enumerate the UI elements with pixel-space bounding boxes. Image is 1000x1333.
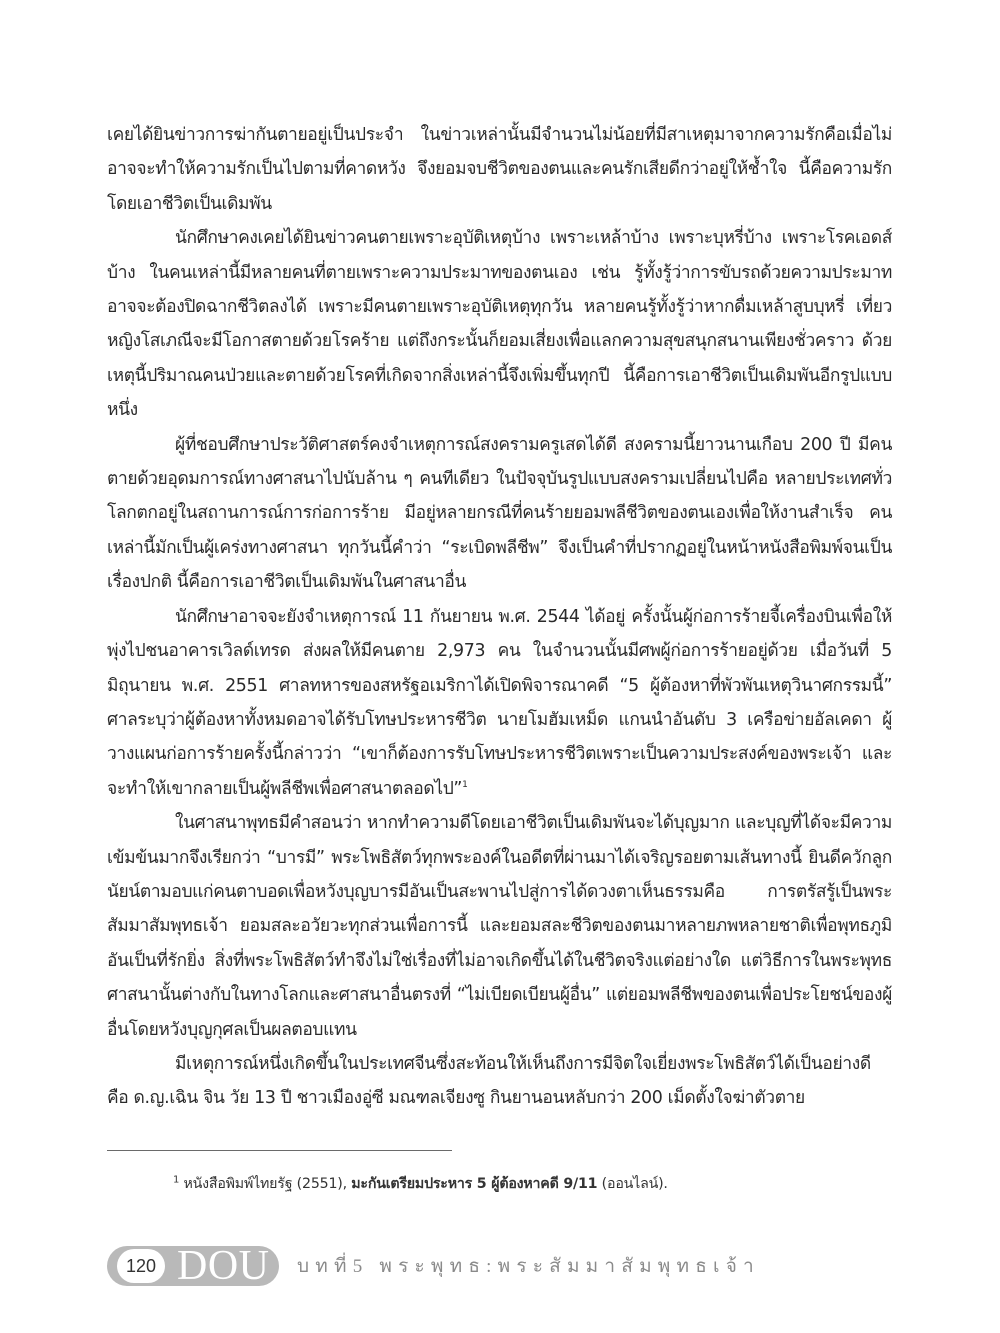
paragraph-2-text: นักศึกษาคงเคยได้ยินข่าวคนตายเพราะอุบัติเหตุบ้าง เพราะเหล้าบ้าง เพราะบุหรี่บ้าง เพราะโรคเอดส์บ้าง ในคนเหล่านี้มีหลายคนที่ตายเพราะความประมาทของตนเอง เช่น รู้ทั้งรู้ว่าการขับรถด้วยความประมาทอาจจะต้องปิดฉากชีวิตลงได้ เพราะมีคนตายเพราะอุบัติเหตุทุกวัน หลายคนรู้ทั้งรู้ว่าหากดื่มเหล้าสูบบุหรี่ เที่ยวหญิงโสเภณีจะมีโอกาสตายด้วยโรคร้าย แต่ถึงกระนั้นก็ยอมเสี่ยงเพื่อแลกความสุขสนุกสนานเพียงชั่วคราว ด้วยเหตุนี้ปริมาณคนป่วยและตายด้วยโรคที่เกิดจากสิ่งเหล่านี้จึงเพิ่มขึ้นทุกปี นี้คือการเอาชีวิตเป็นเดิมพันอีกรูปแบบหนึ่ง: [107, 228, 892, 421]
paragraph-3: [107, 428, 892, 600]
footnote-title: มะกันเตรียมประหาร 5 ผู้ต้องหาคดี 9/11: [351, 1176, 598, 1192]
footnote-suffix: (ออนไลน์).: [601, 1176, 668, 1192]
paragraph-5-text: ในศาสนาพุทธมีคำสอนว่า หากทำความดีโดยเอาชีวิตเป็นเดิมพันจะได้บุญมาก และบุญที่ได้จะมีความเข้มข้นมากจึงเรียกว่า “บารมี” พระโพธิสัตว์ทุกพระองค์ในอดีตที่ผ่านมาได้เจริญรอยตามเส้นทางนี้ ยินดีควักลูกนัยน์ตามอบแก่คนตาบอดเพื่อหวังบุญบารมีอันเป็นสะพานไปสู่การได้ดวงตาเห็นธรรมคือ การตรัสรู้เป็นพระสัมมาสัมพุทธเจ้า ยอมสละอวัยวะทุกส่วนเพื่อการนี้ และยอมสละชีวิตของตนมาหลายภพหลายชาติเพื่อพุทธภูมิอันเป็นที่รักยิ่ง สิ่งที่พระโพธิสัตว์ทำจึงไม่ใช่เรื่องที่ไม่อาจเกิดขึ้นได้ในชีวิตจริงแต่อย่างใด แต่วิธีการในพระพุทธศาสนานั้นต่างกับในทางโลกและศาสนาอื่นตรงที่ “ไม่เบียดเบียนผู้อื่น” แต่ยอมพลีชีพของตนเพื่อประโยชน์ของผู้อื่นโดยหวังบุญกุศลเป็นผลตอบแทน: [107, 813, 892, 1040]
footnote-reference[interactable]: 1: [462, 779, 468, 790]
page-footer: [107, 1243, 907, 1289]
footer-badge: [107, 1243, 279, 1289]
paragraph-4-text: นักศึกษาอาจจะยังจำเหตุการณ์ 11 กันยายน พ.ศ. 2544 ได้อยู่ ครั้งนั้นผู้ก่อการร้ายจี้เครื่องบินเพื่อให้พุ่งไปชนอาคารเวิลด์เทรด ส่งผลให้มีคนตาย 2,973 คน ในจำนวนนั้นมีศพผู้ก่อการร้ายอยู่ด้วย เมื่อวันที่ 5 มิถุนายน พ.ศ. 2551 ศาลทหารของสหรัฐอเมริกาได้เปิดพิจารณาคดี “5 ผู้ต้องหาที่พัวพันเหตุวินาศกรรมนี้” ศาลระบุว่าผู้ต้องหาทั้งหมดอาจได้รับโทษประหารชีวิต นายโมฮัมเหม็ด แกนนำอันดับ 3 เครือข่ายอัลเคดา ผู้วางแผนก่อการร้ายครั้งนี้กล่าวว่า “เขาก็ต้องการรับโทษประหารชีวิตเพราะเป็นความประสงค์ของพระเจ้า และจะทำให้เขากลายเป็นผู้พลีชีพเพื่อศาสนาตลอดไป”: [107, 606, 892, 799]
footnote: [173, 1172, 893, 1196]
paragraph-1-text: เคยได้ยินข่าวการฆ่ากันตายอยู่เป็นประจำ ในข่าวเหล่านั้นมีจำนวนไม่น้อยที่มีสาเหตุมาจากความรักคือเมื่อไม่อาจจะทำให้ความรักเป็นไปตามที่คาดหวัง จึงยอมจบชีวิตของตนและคนรักเสียดีกว่าอยู่ให้ช้ำใจ นี้คือความรักโดยเอาชีวิตเป็นเดิมพัน: [107, 125, 892, 214]
page-number: 120: [117, 1249, 165, 1283]
paragraph-2: [107, 221, 892, 427]
paragraph-6: [107, 1047, 892, 1116]
chapter-title: บทที่5 พระพุทธ:พระสัมมาสัมพุทธเจ้า: [297, 1256, 760, 1277]
paragraph-1: [107, 118, 892, 221]
paragraph-6-text: มีเหตุการณ์หนึ่งเกิดขึ้นในประเทศจีนซึ่งสะท้อนให้เห็นถึงการมีจิตใจเยี่ยงพระโพธิสัตว์ได้เป็นอย่างดีคือ ด.ญ.เฉิน จิน วัย 13 ปี ชาวเมืองอู่ซี มณฑลเจียงซู กินยานอนหลับกว่า 200 เม็ดตั้งใจฆ่าตัวตาย: [107, 1053, 871, 1109]
paragraph-4: [107, 600, 892, 806]
dou-logo: DOU: [177, 1243, 270, 1289]
body-text: [107, 118, 892, 1116]
paragraph-5: [107, 806, 892, 1047]
footnote-number: 1: [173, 1174, 180, 1186]
paragraph-3-text: ผู้ที่ชอบศึกษาประวัติศาสตร์คงจำเหตุการณ์สงครามครูเสดได้ดี สงครามนี้ยาวนานเกือบ 200 ปี มีคนตายด้วยอุดมการณ์ทางศาสนาไปนับล้าน ๆ คนทีเดียว ในปัจจุบันรูปแบบสงครามเปลี่ยนไปคือ หลายประเทศทั่วโลกตกอยู่ในสถานการณ์การก่อการร้าย มีอยู่หลายกรณีที่คนร้ายยอมพลีชีวิตของตนเองเพื่อให้งานสำเร็จ คนเหล่านี้มักเป็นผู้เคร่งทางศาสนา ทุกวันนี้คำว่า “ระเบิดพลีชีพ” จึงเป็นคำที่ปรากฏอยู่ในหน้าหนังสือพิมพ์จนเป็นเรื่องปกติ นี้คือการเอาชีวิตเป็นเดิมพันในศาสนาอื่น: [107, 434, 892, 593]
footnote-source: หนังสือพิมพ์ไทยรัฐ (2551),: [183, 1176, 347, 1192]
footnote-divider: [107, 1150, 452, 1151]
